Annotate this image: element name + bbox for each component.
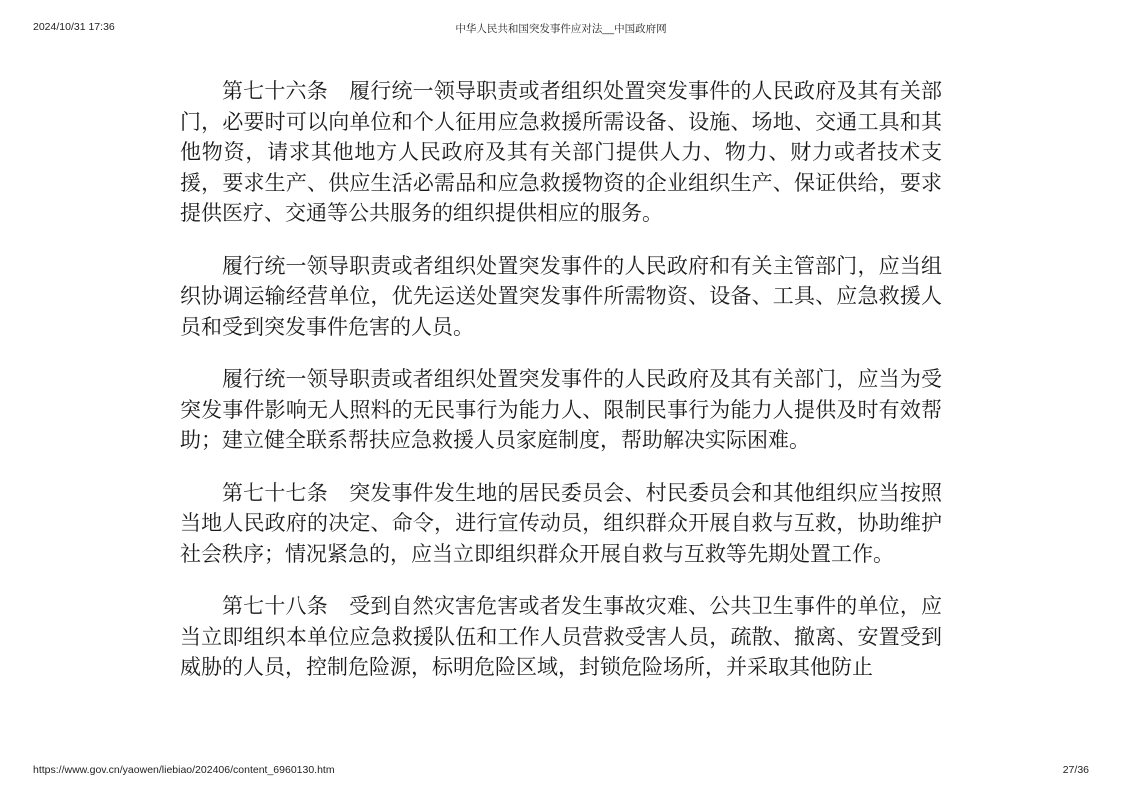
paragraph-article-77: 第七十七条 突发事件发生地的居民委员会、村民委员会和其他组织应当按照当地人民政府的决定、命令，进行宣传动员，组织群众开展自救与互救，协助维护社会秩序；情况紧急的，应当立即组织群众开展自救与互救等先期处置工作。: [180, 480, 942, 566]
paragraph-article-76-clause-3: 履行统一领导职责或者组织处置突发事件的人民政府及其有关部门，应当为受突发事件影响无人照料的无民事行为能力人、限制民事行为能力人提供及时有效帮助；建立健全联系帮扶应急救援人员家庭制度，帮助解决实际困难。: [180, 367, 942, 452]
paragraph-article-78: 第七十八条 受到自然灾害危害或者发生事故灾难、公共卫生事件的单位，应当立即组织本单位应急救援队伍和工作人员营救受害人员，疏散、撤离、安置受到威胁的人员，控制危险源，标明危险区域，封锁危险场所，并采取其他防止: [180, 594, 942, 679]
page-number: 27/36: [1062, 764, 1089, 776]
paragraph-article-76-clause-2: 履行统一领导职责或者组织处置突发事件的人民政府和有关主管部门，应当组织协调运输经营单位，优先运送处置突发事件所需物资、设备、工具、应急救援人员和受到突发事件危害的人员。: [180, 253, 942, 339]
page-title: 中华人民共和国突发事件应对法__中国政府网: [455, 23, 667, 35]
print-datetime: 2024/10/31 17:36: [33, 21, 115, 33]
paragraph-article-76: 第七十六条 履行统一领导职责或者组织处置突发事件的人民政府及其有关部门，必要时可以向单位和个人征用应急救援所需设备、设施、场地、交通工具和其他物资，请求其他地方人民政府及其有关部门提供人力、物力、财力或者技术支援，要求生产、供应生活必需品和应急救援物资的企业组织生产、保证供给，要求提供医疗、交通等公共服务的组织提供相应的服务。: [180, 79, 942, 225]
source-url: https://www.gov.cn/yaowen/liebiao/202406/content_6960130.htm: [33, 764, 335, 776]
document-body: [180, 76, 942, 683]
